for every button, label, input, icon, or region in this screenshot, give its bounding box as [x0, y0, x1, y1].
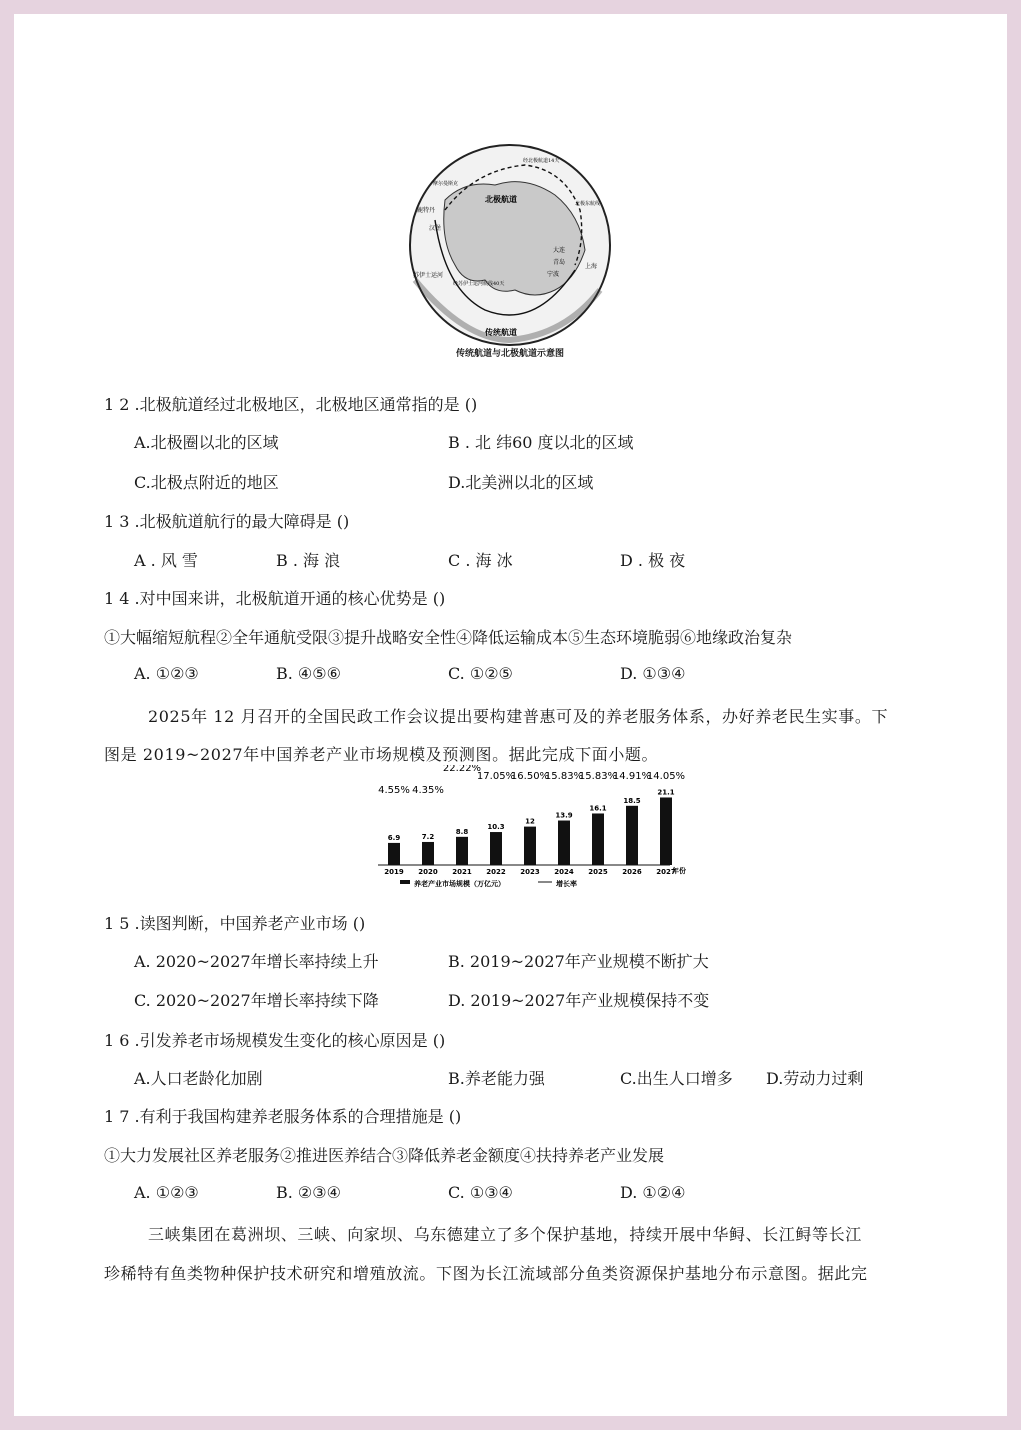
q16-option-c: C.出生人口增多 — [620, 1069, 733, 1088]
label-suez: 苏伊士运河 — [413, 272, 444, 279]
label-shanghai: 上海 — [585, 263, 598, 270]
x-axis-label: 年份 — [672, 867, 686, 875]
rate-label-2026: 14.91% — [612, 771, 652, 782]
x-tick-2019: 2019 — [384, 868, 404, 876]
q14-option-d: D. ①③④ — [620, 664, 686, 683]
q17-stem: 1 7 .有利于我国构建养老服务体系的合理措施是 () — [104, 1107, 462, 1126]
q16-option-b: B.养老能力强 — [448, 1069, 545, 1088]
label-hamburg: 汉堡 — [429, 225, 442, 232]
q14-stem: 1 4 .对中国来讲，北极航道开通的核心优势是 () — [104, 589, 446, 608]
bar-2019 — [388, 843, 400, 865]
bar-2024 — [558, 821, 570, 865]
bar-2020 — [422, 842, 434, 865]
bar-2027 — [660, 797, 672, 865]
map-caption: 传统航道与北极航道示意图 — [455, 349, 564, 359]
intro2-line2: 珍稀特有鱼类物种保护技术研究和增殖放流。下图为长江流域部分鱼类资源保护基地分布示意图。据此完 — [104, 1264, 868, 1283]
q15-option-c: C. 2020~2027年增长率持续下降 — [134, 991, 379, 1010]
q15-option-d: D. 2019~2027年产业规模保持不变 — [448, 991, 710, 1010]
q17-items: ①大力发展社区养老服务②推进医养结合③降低养老金额度④扶持养老产业发展 — [104, 1146, 665, 1165]
bar-value-label-2022: 10.3 — [487, 823, 505, 832]
q15-option-a: A. 2020~2027年增长率持续上升 — [134, 952, 379, 971]
q12-option-b: B . 北 纬60 度以北的区域 — [448, 433, 634, 452]
bar-2022 — [490, 832, 502, 865]
q16-stem: 1 6 .引发养老市场规模发生变化的核心原因是 () — [104, 1031, 446, 1050]
q16-option-d: D.劳动力过剩 — [766, 1069, 864, 1088]
label-northern-route: 北极航道 — [485, 194, 517, 204]
q17-option-c: C. ①③④ — [448, 1183, 513, 1202]
q13-option-c: C . 海 冰 — [448, 551, 513, 570]
bar-value-label-2020: 7.2 — [421, 832, 435, 841]
q15-stem: 1 5 .读图判断，中国养老产业市场 () — [104, 914, 366, 933]
bar-2021 — [456, 837, 468, 865]
rate-label-2021: 22.22% — [442, 765, 482, 774]
q17-option-b: B. ②③④ — [276, 1183, 341, 1202]
x-tick-2022: 2022 — [486, 868, 506, 876]
bar-value-label-2023: 12 — [525, 817, 535, 826]
q13-stem: 1 3 .北极航道航行的最大障碍是 () — [104, 512, 350, 531]
bar-value-label-2027: 21.1 — [657, 788, 675, 797]
q12-stem: 1 2 .北极航道经过北极地区，北极地区通常指的是 () — [104, 395, 478, 414]
legend-bar-swatch — [400, 880, 410, 884]
intro1-line1: 2025年 12 月召开的全国民政工作会议提出要构建普惠可及的养老服务体系，办好养老民生实事。下 — [148, 707, 889, 726]
label-rotterdam: 鹿特丹 — [417, 207, 436, 214]
bar-2026 — [626, 806, 638, 865]
q13-option-a: A . 风 雪 — [134, 551, 198, 570]
chart-svg — [370, 765, 700, 895]
q17-option-d: D. ①②④ — [620, 1183, 686, 1202]
q14-option-c: C. ①②⑤ — [448, 664, 513, 683]
q17-option-a: A. ①②③ — [134, 1183, 199, 1202]
rate-label-2020: 4.35% — [412, 785, 444, 796]
legend-line-label: 增长率 — [556, 880, 577, 888]
x-tick-2027: 2027 — [656, 868, 676, 876]
bar-value-label-2024: 13.9 — [555, 811, 573, 820]
bar-value-label-2026: 18.5 — [623, 796, 641, 805]
bar-value-label-2019: 6.9 — [387, 833, 401, 842]
x-tick-2024: 2024 — [554, 868, 574, 876]
q16-option-a: A.人口老龄化加剧 — [134, 1069, 263, 1088]
label-north-days: 经北极航道14天 — [523, 158, 560, 164]
intro2-line1: 三峡集团在葛洲坝、三峡、向家坝、乌东德建立了多个保护基地，持续开展中华鲟、长江鲟等长江 — [148, 1225, 862, 1244]
label-murmansk: 摩尔曼斯克 — [433, 181, 459, 187]
q14-items: ①大幅缩短航程②全年通航受限③提升战略安全性④降低运输成本⑤生态环境脆弱⑥地缘政治复杂 — [104, 628, 793, 647]
bar-value-label-2025: 16.1 — [589, 804, 607, 813]
label-dalian: 大连 — [553, 247, 566, 254]
label-ningbo: 宁波 — [547, 271, 560, 278]
x-tick-2023: 2023 — [520, 868, 540, 876]
rate-label-2027: 14.05% — [646, 771, 686, 782]
arctic-route-map — [405, 140, 615, 350]
label-north-sea-route: 北极东航线 — [575, 201, 601, 207]
q15-option-b: B. 2019~2027年产业规模不断扩大 — [448, 952, 709, 971]
elderly-care-chart — [370, 765, 700, 895]
x-tick-2020: 2020 — [418, 868, 438, 876]
q14-option-a: A. ①②③ — [134, 664, 199, 683]
rate-label-2022: 17.05% — [476, 771, 516, 782]
bar-2023 — [524, 827, 536, 865]
x-tick-2025: 2025 — [588, 868, 608, 876]
rate-label-2024: 15.83% — [544, 771, 584, 782]
legend-bar-label: 养老产业市场规模（万亿元） — [414, 880, 505, 888]
x-tick-2026: 2026 — [622, 868, 642, 876]
intro1-line2: 图是 2019~2027年中国养老产业市场规模及预测图。据此完成下面小题。 — [104, 745, 659, 764]
q12-option-a: A.北极圈以北的区域 — [134, 433, 279, 452]
q12-option-c: C.北极点附近的地区 — [134, 473, 279, 492]
label-suez-days: 经苏伊士运河航线40天 — [453, 281, 505, 287]
q12-option-d: D.北美洲以北的区域 — [448, 473, 594, 492]
q14-option-b: B. ④⑤⑥ — [276, 664, 341, 683]
q13-option-d: D . 极 夜 — [620, 551, 686, 570]
bar-2025 — [592, 813, 604, 865]
x-tick-2021: 2021 — [452, 868, 472, 876]
q13-option-b: B . 海 浪 — [276, 551, 341, 570]
label-traditional-route: 传统航道 — [485, 327, 517, 337]
rate-label-2023: 16.50% — [510, 771, 550, 782]
map-svg — [405, 140, 615, 350]
bar-value-label-2021: 8.8 — [455, 827, 469, 836]
rate-label-2025: 15.83% — [578, 771, 618, 782]
label-qingdao: 青岛 — [553, 259, 566, 266]
rate-label-2019: 4.55% — [378, 785, 410, 796]
